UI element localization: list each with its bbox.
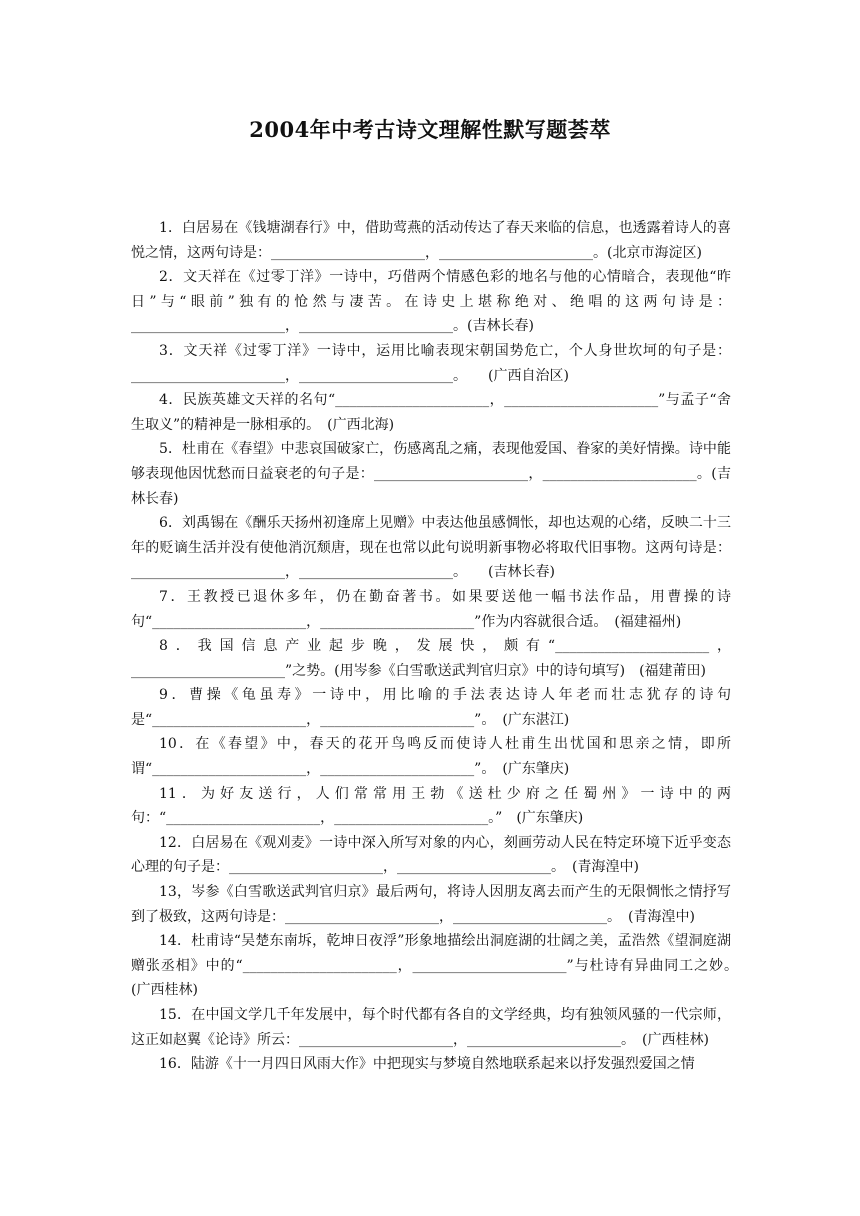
question-item: 12．白居易在《观刈麦》一诗中深入所写对象的内心，刻画劳动人民在特定环境下近乎变态心理的句子是：______________________，______________________。 (青海湟中) — [131, 834, 731, 876]
question-item: 14．杜甫诗“吴楚东南坼，乾坤日夜浮”形象地描绘出洞庭湖的壮阔之美，孟浩然《望洞庭湖赠张丞相》中的“______________________，______________________”与杜诗有异曲同工之妙。 (广西桂林) — [131, 933, 745, 999]
question-item: 16．陆游《十一月四日风雨大作》中把现实与梦境自然地联系起来以抒发强烈爱国之情 — [159, 1056, 695, 1073]
question-item: 3．文天祥《过零丁洋》一诗中，运用比喻表现宋朝国势危亡，个人身世坎坷的句子是：______________________，______________________。 (广西自治区) — [131, 342, 731, 384]
question-item: 2．文天祥在《过零丁洋》一诗中，巧借两个情感色彩的地名与他的心情暗合，表现他“昨日”与“眼前”独有的怆然与凄苦。在诗史上堪称绝对、绝唱的这两句诗是：______________________，______________________。(吉林长春) — [131, 269, 731, 335]
question-item: 11．为好友送行，人们常常用王勃《送杜少府之任蜀州》一诗中的两句：“______________________，______________________。” (广东肇庆) — [131, 785, 731, 827]
question-item: 6．刘禹锡在《酬乐天扬州初逢席上见赠》中表达他虽感惆怅，却也达观的心绪，反映二十三年的贬谪生活并没有使他消沉颓唐，现在也常以此句说明新事物必将取代旧事物。这两句诗是：______________________，______________________。 (吉林长春) — [131, 515, 731, 581]
page-title: 2004年中考古诗文理解性默写题荟萃 — [249, 117, 611, 142]
question-item: 10．在《春望》中，春天的花开鸟鸣反而使诗人杜甫生出忧国和思亲之情，即所谓“______________________，______________________”。 (广东肇庆) — [131, 736, 731, 778]
question-item: 15．在中国文学几千年发展中，每个时代都有各自的文学经典，均有独领风骚的一代宗师，这正如赵翼《论诗》所云：______________________，______________________。 (广西桂林) — [131, 1007, 731, 1048]
question-item: 4．民族英雄文天祥的名句“______________________，______________________”与孟子“舍生取义”的精神是一脉相承的。 (广西北海) — [131, 392, 731, 433]
question-item: 9．曹操《龟虽寿》一诗中，用比喻的手法表达诗人年老而壮志犹存的诗句是“______________________，______________________”。 (广东湛江) — [131, 687, 731, 728]
question-item: 1．白居易在《钱塘湖春行》中，借助莺燕的活动传达了春天来临的信息，也透露着诗人的喜悦之情，这两句诗是：______________________，______________________。(北京市海淀区) — [131, 220, 731, 261]
question-item: 7．王教授已退休多年，仍在勤奋著书。如果要送他一幅书法作品，用曹操的诗句“______________________，______________________”作为内容就很合适。 (福建福州) — [131, 588, 731, 630]
question-item: 13，岑参《白雪歌送武判官归京》最后两句，将诗人因朋友离去而产生的无限惆怅之情抒写到了极致，这两句诗是：______________________，______________________。 (青海湟中) — [131, 884, 731, 925]
question-item: 8．我国信息产业起步晚，发展快，颇有“______________________，______________________”之势。(用岑参《白雪歌送武判官归京》中的诗句填写) (福建莆田) — [131, 638, 731, 679]
question-item: 5．杜甫在《春望》中悲哀国破家亡，伤感离乱之痛，表现他爱国、眷家的美好情操。诗中能够表现他因忧愁而日益衰老的句子是：______________________，______________________。(吉林长春) — [131, 441, 731, 507]
question-list — [131, 216, 745, 1077]
